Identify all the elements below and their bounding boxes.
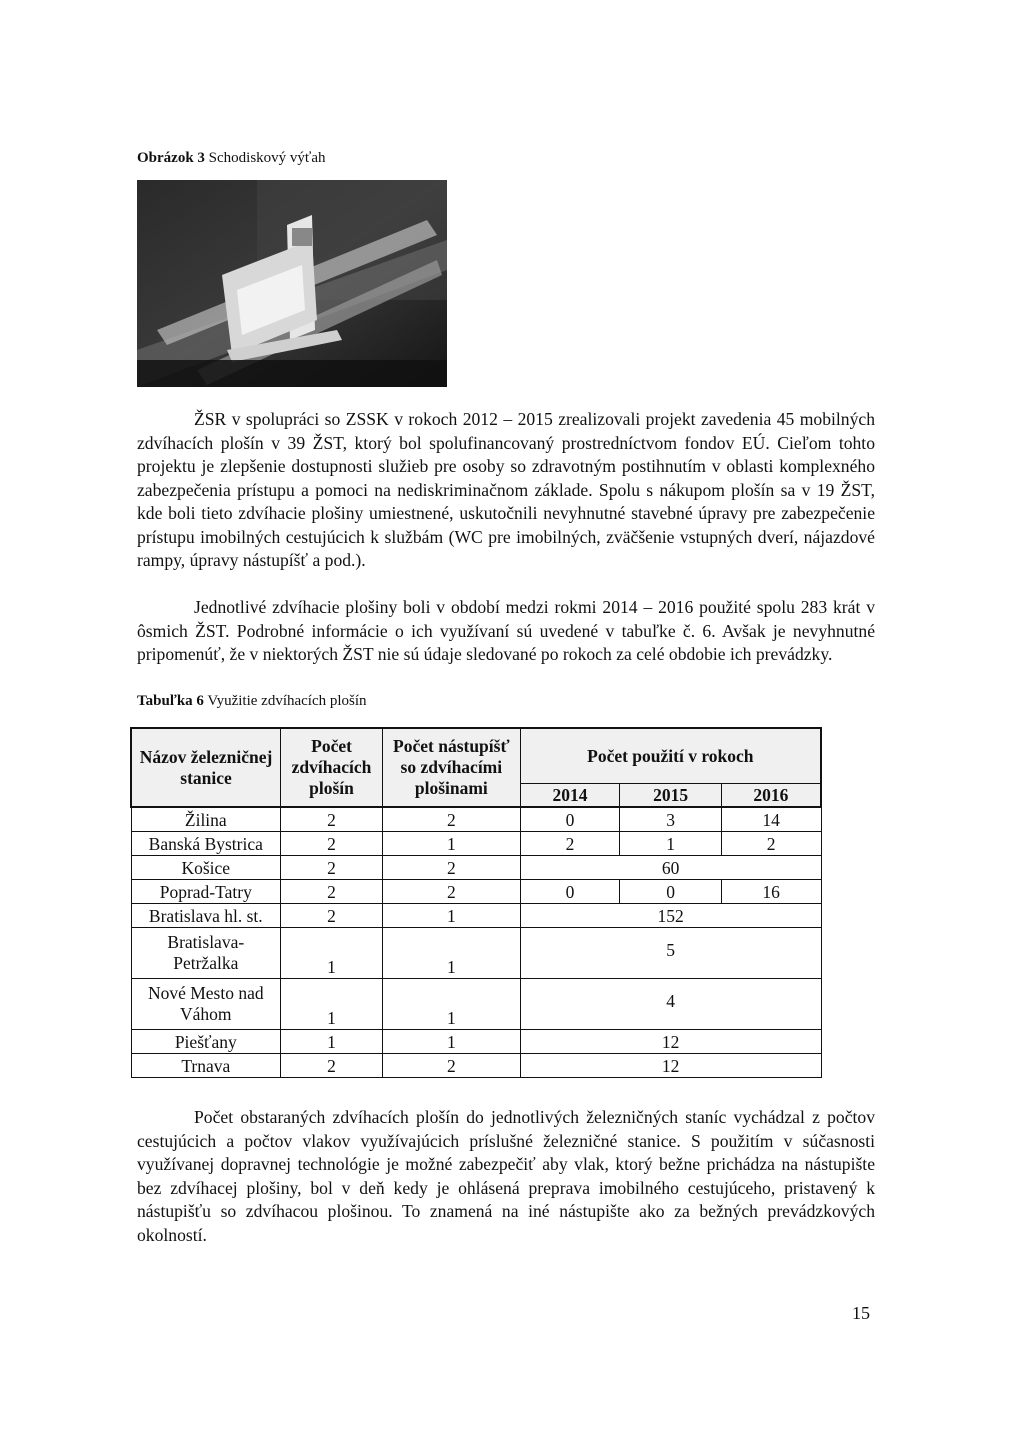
cell-lifts: 2 xyxy=(281,856,383,880)
cell-station: Trnava xyxy=(131,1054,281,1078)
cell-platforms: 1 xyxy=(382,979,520,1030)
table-row xyxy=(131,856,821,880)
page-number: 15 xyxy=(852,1303,870,1323)
paragraph-text: Počet obstaraných zdvíhacích plošín do jednotlivých železničných staníc vychádzal z počtov cestujúcich a počtov vlakov využívajúcich príslušné železničné stanice. S použitím v súčasnosti využívanej dopravnej technológie je možné zabezpečiť aby vlak, ktorý bežne prichádza na nástupište bez zdvíhacej plošiny, bol v deň kedy je ohlásená preprava imobilného cestujúceho, pristavený k nástupišťu so zdvíhacou plošinou. To znamená na iné nástupište ako za bežných prevádzkových okolností. xyxy=(137,1107,875,1245)
cell-lifts: 1 xyxy=(281,928,383,979)
cell-platforms: 1 xyxy=(382,1030,520,1054)
cell-total: 5 xyxy=(520,928,821,979)
cell-total: 60 xyxy=(520,856,821,880)
cell-platforms: 1 xyxy=(382,832,520,856)
cell-total: 12 xyxy=(520,1054,821,1078)
table-caption-text: Využitie zdvíhacích plošín xyxy=(207,693,367,709)
header-year-2015: 2015 xyxy=(620,784,722,808)
header-year-2014: 2014 xyxy=(520,784,620,808)
lift-usage-table xyxy=(130,727,822,1078)
figure-caption-label: Obrázok 3 xyxy=(137,150,205,166)
table-row xyxy=(131,807,821,832)
cell-total: 152 xyxy=(520,904,821,928)
table-row xyxy=(131,832,821,856)
header-year-2016: 2016 xyxy=(721,784,821,808)
cell-total: 12 xyxy=(520,1030,821,1054)
cell-lifts: 2 xyxy=(281,1054,383,1078)
header-station: Názov železničnej stanice xyxy=(131,728,281,807)
cell-platforms: 2 xyxy=(382,807,520,832)
figure-caption-text: Schodiskový výťah xyxy=(208,150,326,166)
cell-lifts: 2 xyxy=(281,904,383,928)
cell-station: Poprad-Tatry xyxy=(131,880,281,904)
paragraph-text: Jednotlivé zdvíhacie plošiny boli v období medzi rokmi 2014 – 2016 použité spolu 283 krát v ôsmich ŽST. Podrobné informácie o ich využívaní sú uvedené v tabuľke č. 6. Avšak je nevyhnutné pripomenúť, že v niektorých ŽST nie sú údaje sledované po rokoch za celé obdobie ich prevádzky. xyxy=(137,597,875,664)
cell-platforms: 2 xyxy=(382,880,520,904)
cell-lifts: 2 xyxy=(281,832,383,856)
cell-2014: 2 xyxy=(520,832,620,856)
cell-platforms: 1 xyxy=(382,904,520,928)
stair-lift-photo xyxy=(137,180,447,387)
cell-platforms: 1 xyxy=(382,928,520,979)
cell-station: Banská Bystrica xyxy=(131,832,281,856)
cell-lifts: 2 xyxy=(281,807,383,832)
cell-station: Piešťany xyxy=(131,1030,281,1054)
table-row xyxy=(131,1030,821,1054)
cell-station: Bratislava hl. st. xyxy=(131,904,281,928)
cell-station: Košice xyxy=(131,856,281,880)
table-caption-label: Tabuľka 6 xyxy=(137,693,204,709)
table-caption xyxy=(137,693,367,710)
header-platforms: Počet nástupíšť so zdvíhacími plošinami xyxy=(382,728,520,807)
cell-total: 4 xyxy=(520,979,821,1030)
cell-station: Bratislava-Petržalka xyxy=(131,928,281,979)
table-row xyxy=(131,928,821,979)
cell-platforms: 2 xyxy=(382,856,520,880)
cell-2014: 0 xyxy=(520,807,620,832)
paragraph-obstaranie xyxy=(137,1106,875,1247)
table-row xyxy=(131,880,821,904)
cell-2015: 0 xyxy=(620,880,722,904)
cell-2015: 1 xyxy=(620,832,722,856)
cell-lifts: 1 xyxy=(281,979,383,1030)
table-row xyxy=(131,904,821,928)
table-row xyxy=(131,979,821,1030)
header-uses: Počet použití v rokoch xyxy=(520,728,821,784)
cell-lifts: 2 xyxy=(281,880,383,904)
paragraph-projekt xyxy=(137,408,875,573)
paragraph-text: ŽSR v spolupráci so ZSSK v rokoch 2012 – 2015 zrealizovali projekt zavedenia 45 mobilných zdvíhacích plošín v 39 ŽST, ktorý bol spolufinancovaný prostredníctvom fondov EÚ. Cieľom tohto projektu je zlepšenie dostupnosti služieb pre osoby so zdravotným postihnutím v oblasti komplexného zabezpečenia prístupu a pomoci na nediskriminačnom základe. Spolu s nákupom plošín sa v 19 ŽST, kde boli tieto zdvíhacie plošiny umiestnené, uskutočnili nevyhnutné stavebné úpravy pre zabezpečenie prístupu imobilných cestujúcich k službám (WC pre imobilných, zväčšenie vstupných dverí, nájazdové rampy, úpravy nástupíšť a pod.). xyxy=(137,409,875,570)
cell-2016: 14 xyxy=(721,807,821,832)
cell-2014: 0 xyxy=(520,880,620,904)
cell-lifts: 1 xyxy=(281,1030,383,1054)
paragraph-vyuzitie xyxy=(137,596,875,667)
cell-2015: 3 xyxy=(620,807,722,832)
cell-2016: 16 xyxy=(721,880,821,904)
table-row xyxy=(131,1054,821,1078)
cell-platforms: 2 xyxy=(382,1054,520,1078)
header-lifts: Počet zdvíhacích plošín xyxy=(281,728,383,807)
cell-station: Nové Mesto nad Váhom xyxy=(131,979,281,1030)
cell-2016: 2 xyxy=(721,832,821,856)
cell-station: Žilina xyxy=(131,807,281,832)
stair-lift-image xyxy=(137,180,447,387)
figure-caption xyxy=(137,150,326,167)
